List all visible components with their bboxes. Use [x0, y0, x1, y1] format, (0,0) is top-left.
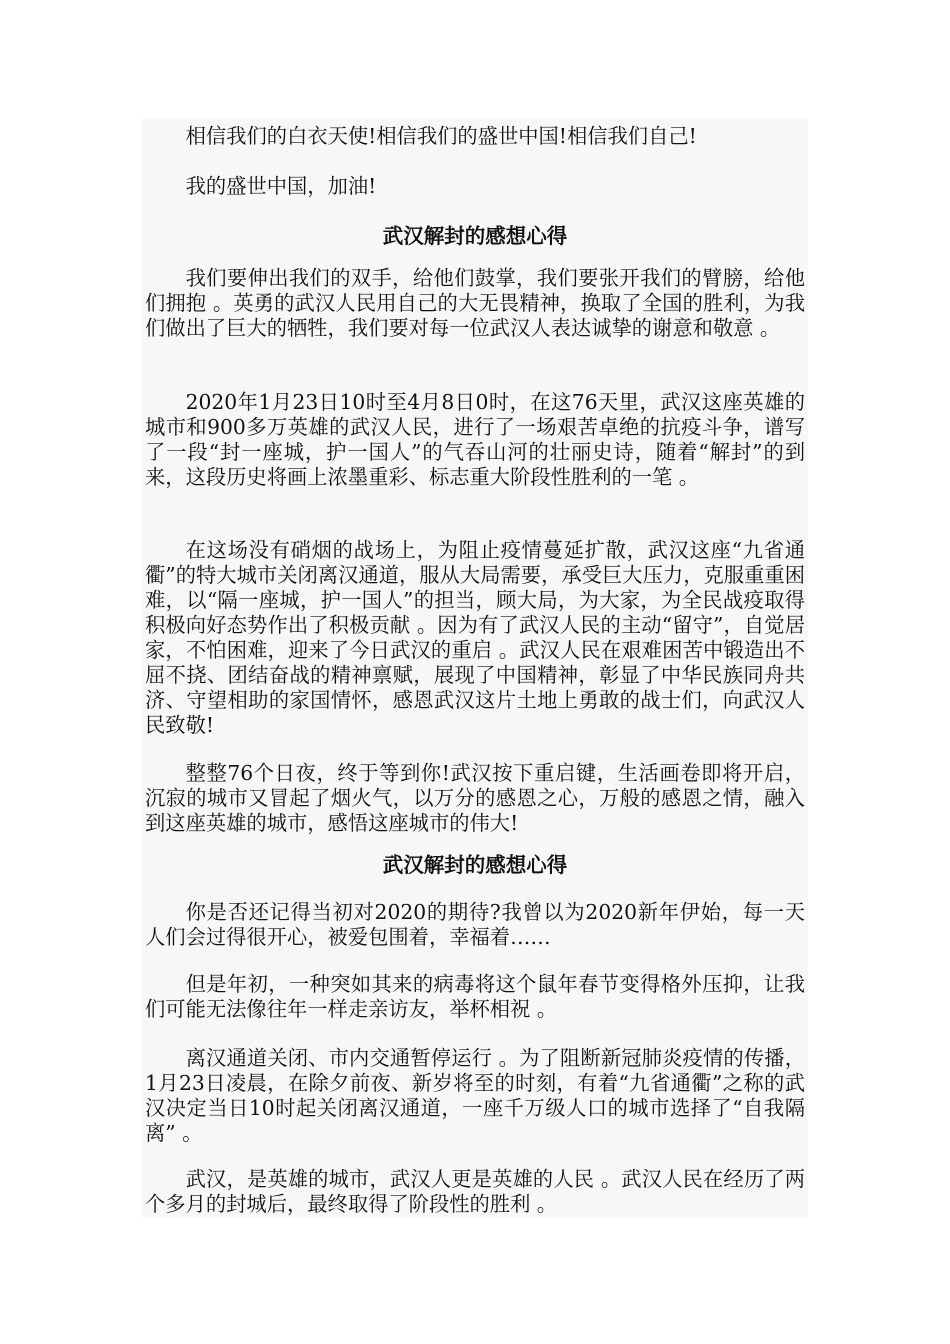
section-1-paragraph-1: 我们要伸出我们的双手，给他们鼓掌，我们要张开我们的臂膀，给他们拥抱 。英勇的武汉人民用自己的大无畏精神，换取了全国的胜利，为我们做出了巨大的牺牲，我们要对每一位武汉人表达诚挚的谢意和敬意 。 [145, 266, 805, 340]
section-2-paragraph-2: 但是年初，一种突如其来的病毒将这个鼠年春节变得格外压抑，让我们可能无法像往年一样走亲访友，举杯相祝 。 [145, 972, 805, 1021]
section-1-paragraph-4: 整整76个日夜，终于等到你!武汉按下重启键，生活画卷即将开启，沉寂的城市又冒起了烟火气，以万分的感恩之心，万般的感恩之情，融入到这座英雄的城市，感悟这座城市的伟大! [145, 761, 805, 835]
section-1-paragraph-3: 在这场没有硝烟的战场上，为阻止疫情蔓延扩散，武汉这座“九省通衢”的特大城市关闭离汉通道，服从大局需要，承受巨大压力，克服重重困难，以“隔一座城，护一国人”的担当，顾大局，为大家，为全民战疫取得积极向好态势作出了积极贡献 。因为有了武汉人民的主动“留守”，自觉居家，不怕困难，迎来了今日武汉的重启 。武汉人民在艰难困苦中锻造出不屈不挠、团结奋战的精神禀赋，展现了中国精神，彰显了中华民族同舟共济、守望相助的家国情怀，感恩武汉这片土地上勇敢的战士们，向武汉人民致敬! [145, 538, 805, 737]
intro-line-2: 我的盛世中国，加油! [185, 174, 377, 198]
section-2-title: 武汉解封的感想心得 [382, 853, 568, 877]
section-2-paragraph-3: 离汉通道关闭、市内交通暂停运行 。为了阻断新冠肺炎疫情的传播，1月23日凌晨，在除夕前夜、新岁将至的时刻，有着“九省通衢”之称的武汉决定当日10时起关闭离汉通道，一座千万级人口的城市选择了“自我隔离” 。 [145, 1046, 805, 1145]
section-2-paragraph-1: 你是否还记得当初对2020的期待?我曾以为2020新年伊始，每一天人们会过得很开心，被爱包围着，幸福着…… [145, 900, 805, 949]
section-2-paragraph-4: 武汉，是英雄的城市，武汉人更是英雄的人民 。武汉人民在经历了两个多月的封城后，最终取得了阶段性的胜利 。 [145, 1167, 805, 1216]
section-1-paragraph-2: 2020年1月23日10时至4月8日0时，在这76天里，武汉这座英雄的城市和900多万英雄的武汉人民，进行了一场艰苦卓绝的抗疫斗争，谱写了一段“封一座城，护一国人”的气吞山河的壮丽史诗，随着“解封”的到来，这段历史将画上浓墨重彩、标志重大阶段性胜利的一笔 。 [145, 390, 805, 489]
section-1-title: 武汉解封的感想心得 [382, 224, 568, 248]
intro-line-1: 相信我们的白衣天使!相信我们的盛世中国!相信我们自己! [185, 124, 697, 148]
